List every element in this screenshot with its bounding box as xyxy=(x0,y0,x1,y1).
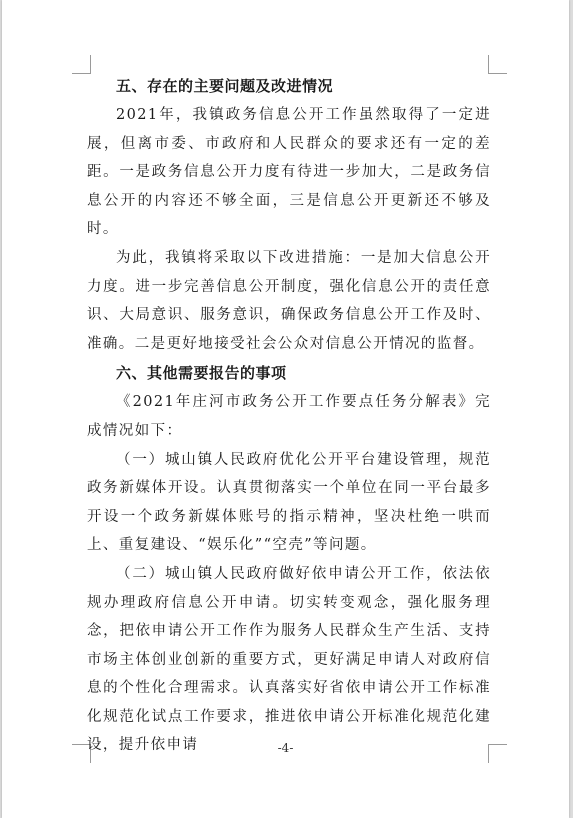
section-heading-6: 六、其他需要报告的事项 xyxy=(116,364,287,383)
paragraph: 为此，我镇将采取以下改进措施：一是加大信息公开力度。进一步完善信息公开制度，强化信息公开的责任意识、大局意识、服务意识，确保政务信息公开工作及时、准确。二是更好地接受社会公众对信息公开情况的监督。 xyxy=(87,249,491,352)
document-body xyxy=(87,71,491,760)
paragraph: （一）城山镇人民政府优化公开平台建设管理，规范政务新媒体开设。认真贯彻落实一个单位在同一平台最多开设一个政务新媒体账号的指示精神，坚决杜绝一哄而上、重复建设、“娱乐化”“空壳”等问题。 xyxy=(87,451,491,554)
section-heading-5: 五、存在的主要问题及改进情况 xyxy=(116,77,334,95)
paragraph: 《2021年庄河市政务公开工作要点任务分解表》完成情况如下： xyxy=(87,394,491,439)
page-number: -4- xyxy=(277,741,294,755)
paragraph: 2021年，我镇政务信息公开工作虽然取得了一定进展，但离市委、市政府和人民群众的要求还有一定的差距。一是政务信息公开力度有待进一步加大，二是政务信息公开的内容还不够全面，三是信息公开更新还不够及时。 xyxy=(87,107,491,238)
document-page xyxy=(2,0,569,818)
paragraph: （二）城山镇人民政府做好依申请公开工作，依法依规办理政府信息公开申请。切实转变观念，强化服务理念，把依申请公开工作作为服务人民群众生产生活、支持市场主体创业创新的重要方式，更好满足申请人对政府信息的个性化合理需求。认真落实好省依申请公开工作标准化规范化试点工作要求，推进依申请公开标准化规范化建设，提升依申请 xyxy=(87,565,491,754)
